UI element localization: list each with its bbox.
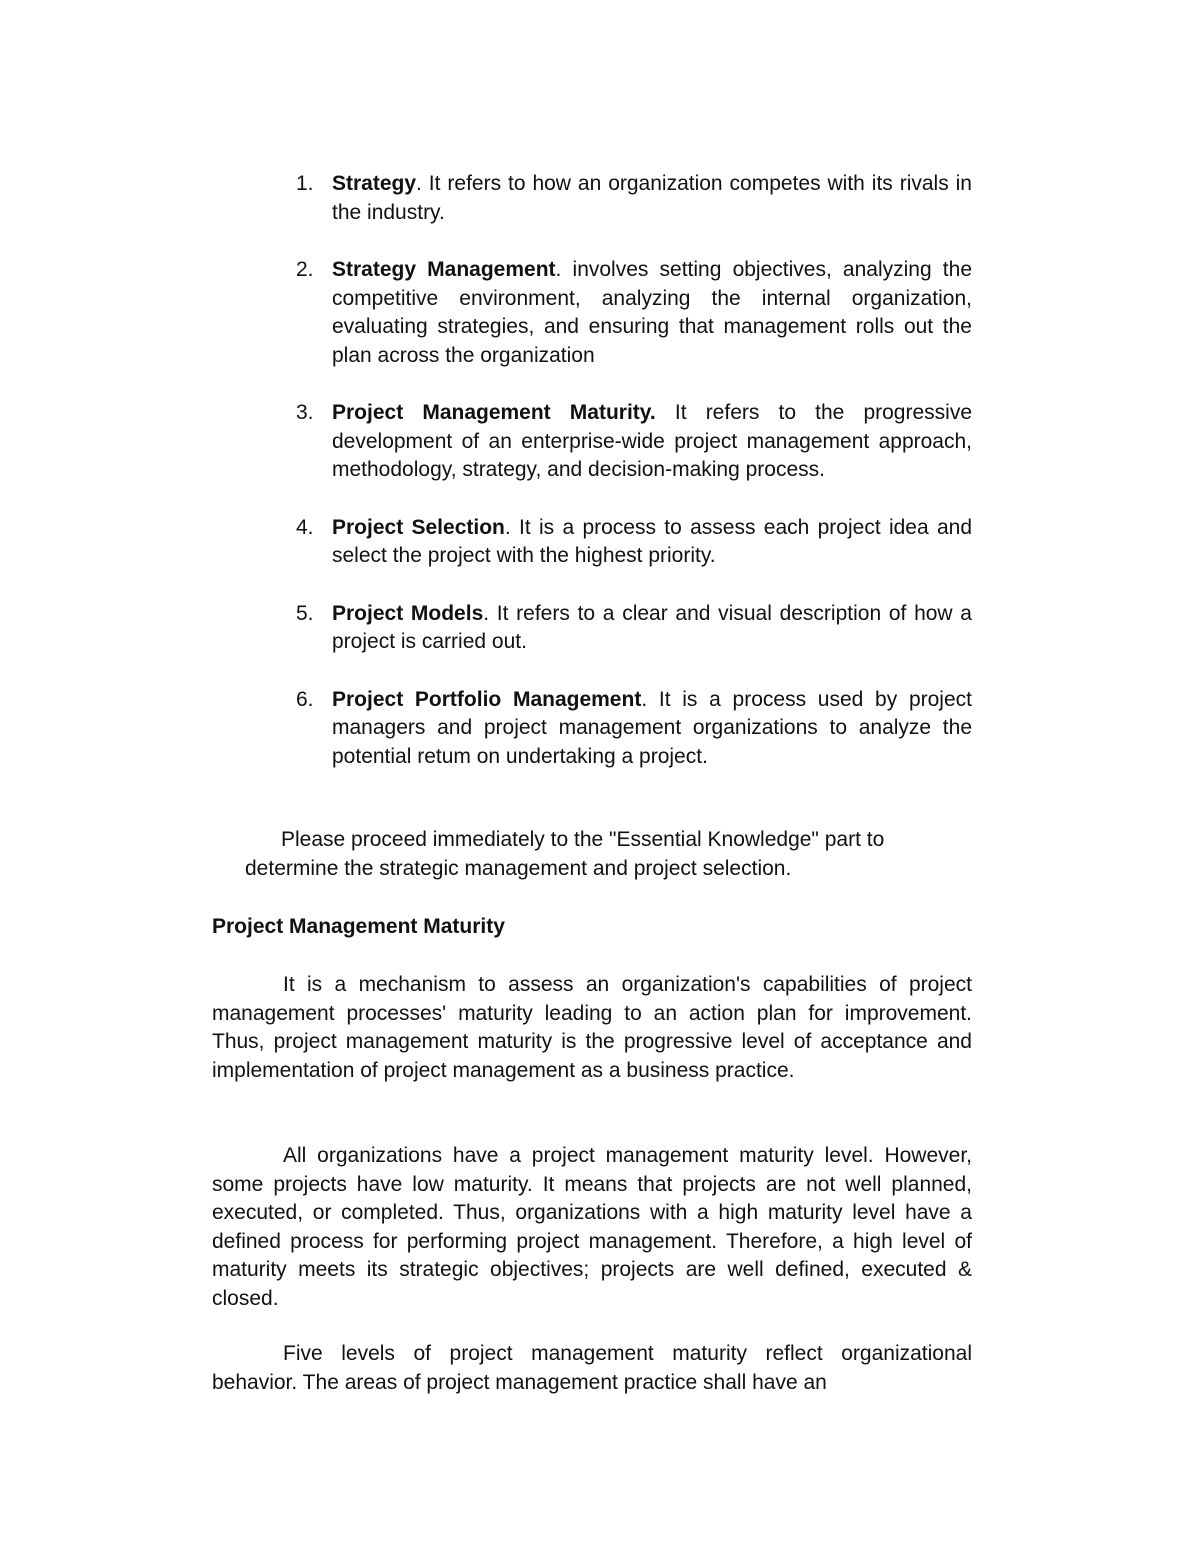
definition-text: . involves setting objectives, analyzing the competitive environment, analyzing the internal organization, evaluating strategies, and ensuring that management rolls out the plan across the organization: [332, 258, 972, 367]
definition-item: [0, 686, 972, 772]
definition-item: [0, 600, 972, 657]
body-paragraph: All organizations have a project management maturity level. However, some projects have low maturity. It means that projects are not well planned, executed, or completed. Thus, organizations with a high maturity level have a defined process for performing project management. Therefore, a high level of maturity meets its strategic objectives; projects are well defined, executed & closed.: [212, 1144, 972, 1310]
definitions-list: [0, 170, 1200, 800]
definition-item: [0, 399, 972, 485]
definition-term: Project Selection: [332, 515, 505, 539]
definition-item: [0, 256, 972, 370]
definition-text: It refers to the progressive development of an enterprise-wide project management approach, methodology, strategy, and decision-making process.: [332, 401, 973, 481]
definition-term: Project Portfolio Management: [332, 687, 642, 711]
definition-text: . It refers to how an organization competes with its rivals in the industry.: [332, 172, 972, 224]
list-number: 6.: [296, 687, 314, 711]
list-number: 1.: [296, 172, 314, 195]
body-paragraph: Five levels of project management maturity reflect organizational behavior. The areas of project management practice shall have an: [212, 1342, 972, 1394]
list-number: 5.: [296, 601, 314, 625]
list-number: 4.: [296, 515, 314, 539]
definition-term: Strategy Management: [332, 258, 556, 281]
definition-item: [0, 170, 972, 227]
definition-item: [0, 514, 972, 571]
list-number: 3.: [296, 401, 314, 424]
definition-term: Project Management Maturity.: [332, 401, 656, 424]
proceed-instruction: Please proceed immediately to the "Essential Knowledge" part to determine the strategic management and project selection.: [245, 828, 885, 880]
definition-text: . It is a process to assess each project idea and select the project with the highest priority.: [332, 515, 973, 567]
definition-text: . It refers to a clear and visual description of how a project is carried out.: [332, 601, 972, 653]
definition-text: . It is a process used by project managers and project management organizations to analyze the potential retum on undertaking a project.: [332, 687, 972, 768]
section-heading: Project Management Maturity: [212, 915, 505, 938]
definition-term: Strategy: [332, 172, 417, 195]
body-paragraph: It is a mechanism to assess an organization's capabilities of project management processes' maturity leading to an action plan for improvement. Thus, project management maturity is the progressive level of acceptance and implementation of project management as a business practice.: [212, 973, 972, 1082]
list-number: 2.: [296, 258, 314, 281]
definition-term: Project Models: [332, 601, 484, 625]
